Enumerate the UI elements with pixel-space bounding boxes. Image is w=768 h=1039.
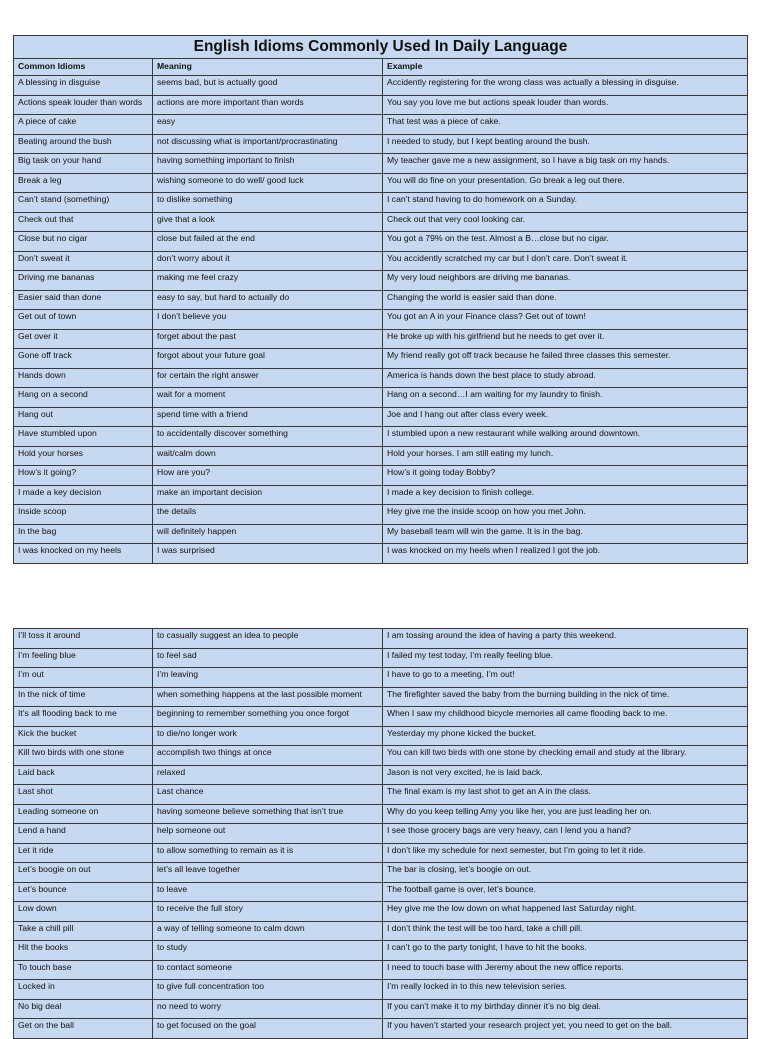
table-row [14, 941, 748, 961]
example-cell: Why do you keep telling Amy you like her, you are just leading her on. [383, 804, 748, 824]
meaning-cell: to feel sad [153, 648, 383, 668]
table-row [14, 746, 748, 766]
meaning-cell: for certain the right answer [153, 368, 383, 388]
example-cell: Hey give me the inside scoop on how you met John. [383, 505, 748, 525]
table-row [14, 251, 748, 271]
table-row [14, 765, 748, 785]
column-header-example: Example [383, 59, 748, 76]
meaning-cell: to contact someone [153, 960, 383, 980]
idiom-cell: To touch base [14, 960, 153, 980]
column-header-idioms: Common Idioms [14, 59, 153, 76]
table-row [14, 863, 748, 883]
idiom-cell: Lend a hand [14, 824, 153, 844]
idiom-cell: Driving me bananas [14, 271, 153, 291]
table-row [14, 154, 748, 174]
idiom-cell: Get on the ball [14, 1019, 153, 1039]
idiom-cell: Beating around the bush [14, 134, 153, 154]
meaning-cell: having someone believe something that isn’t true [153, 804, 383, 824]
meaning-cell: when something happens at the last possible moment [153, 687, 383, 707]
table-row [14, 212, 748, 232]
idiom-cell: No big deal [14, 999, 153, 1019]
idiom-cell: Hang out [14, 407, 153, 427]
meaning-cell: make an important decision [153, 485, 383, 505]
idiom-cell: Big task on your hand [14, 154, 153, 174]
idiom-cell: Hands down [14, 368, 153, 388]
meaning-cell: don’t worry about it [153, 251, 383, 271]
example-cell: Yesterday my phone kicked the bucket. [383, 726, 748, 746]
table-row [14, 544, 748, 564]
meaning-cell: having something important to finish [153, 154, 383, 174]
example-cell: That test was a piece of cake. [383, 115, 748, 135]
example-cell: I can’t stand having to do homework on a Sunday. [383, 193, 748, 213]
example-cell: The football game is over, let’s bounce. [383, 882, 748, 902]
idiom-cell: Kill two birds with one stone [14, 746, 153, 766]
table-row [14, 95, 748, 115]
table-row [14, 999, 748, 1019]
idiom-cell: Kick the bucket [14, 726, 153, 746]
table-row [14, 349, 748, 369]
meaning-cell: actions are more important than words [153, 95, 383, 115]
idiom-cell: Get out of town [14, 310, 153, 330]
meaning-cell: making me feel crazy [153, 271, 383, 291]
example-cell: You accidently scratched my car but I don’t care. Don’t sweat it. [383, 251, 748, 271]
idiom-cell: Get over it [14, 329, 153, 349]
idiom-cell: Locked in [14, 980, 153, 1000]
example-cell: I don’t think the test will be too hard, take a chill pill. [383, 921, 748, 941]
idiom-cell: Last shot [14, 785, 153, 805]
example-cell: I have to go to a meeting, I’m out! [383, 668, 748, 688]
idiom-cell: Let’s boogie on out [14, 863, 153, 883]
table-row [14, 726, 748, 746]
example-cell: I can’t go to the party tonight, I have to hit the books. [383, 941, 748, 961]
idiom-cell: A blessing in disguise [14, 76, 153, 96]
example-cell: When I saw my childhood bicycle memories all came flooding back to me. [383, 707, 748, 727]
table-row [14, 76, 748, 96]
idiom-cell: How’s it going? [14, 466, 153, 486]
idiom-cell: Break a leg [14, 173, 153, 193]
meaning-cell: to give full concentration too [153, 980, 383, 1000]
example-cell: I was knocked on my heels when I realized I got the job. [383, 544, 748, 564]
idiom-cell: I’m out [14, 668, 153, 688]
table-row [14, 115, 748, 135]
table-row [14, 446, 748, 466]
example-cell: How’s it going today Bobby? [383, 466, 748, 486]
example-cell: I stumbled upon a new restaurant while walking around downtown. [383, 427, 748, 447]
example-cell: The final exam is my last shot to get an A in the class. [383, 785, 748, 805]
example-cell: If you can’t make it to my birthday dinner it’s no big deal. [383, 999, 748, 1019]
meaning-cell: How are you? [153, 466, 383, 486]
example-cell: Hey give me the low down on what happened last Saturday night. [383, 902, 748, 922]
meaning-cell: I’m leaving [153, 668, 383, 688]
meaning-cell: give that a look [153, 212, 383, 232]
example-cell: I need to touch base with Jeremy about the new office reports. [383, 960, 748, 980]
example-cell: Hold your horses. I am still eating my lunch. [383, 446, 748, 466]
example-cell: The bar is closing, let’s boogie on out. [383, 863, 748, 883]
example-cell: America is hands down the best place to study abroad. [383, 368, 748, 388]
idiom-cell: I made a key decision [14, 485, 153, 505]
meaning-cell: forgot about your future goal [153, 349, 383, 369]
example-cell: My friend really got off track because he failed three classes this semester. [383, 349, 748, 369]
idiom-cell: Hold your horses [14, 446, 153, 466]
idiom-cell: I’m feeling blue [14, 648, 153, 668]
table-row [14, 193, 748, 213]
meaning-cell: I don’t believe you [153, 310, 383, 330]
example-cell: I am tossing around the idea of having a party this weekend. [383, 629, 748, 649]
example-cell: If you haven’t started your research project yet, you need to get on the ball. [383, 1019, 748, 1039]
meaning-cell: seems bad, but is actually good [153, 76, 383, 96]
meaning-cell: to leave [153, 882, 383, 902]
idiom-cell: It’s all flooding back to me [14, 707, 153, 727]
meaning-cell: beginning to remember something you once forgot [153, 707, 383, 727]
table-row [14, 648, 748, 668]
idiom-cell: I was knocked on my heels [14, 544, 153, 564]
example-cell: My very loud neighbors are driving me bananas. [383, 271, 748, 291]
table-row [14, 1019, 748, 1039]
meaning-cell: easy to say, but hard to actually do [153, 290, 383, 310]
idiom-cell: I’ll toss it around [14, 629, 153, 649]
idiom-cell: Let’s bounce [14, 882, 153, 902]
table-row [14, 485, 748, 505]
idiom-cell: Actions speak louder than words [14, 95, 153, 115]
example-cell: I see those grocery bags are very heavy, can I lend you a hand? [383, 824, 748, 844]
meaning-cell: wishing someone to do well/ good luck [153, 173, 383, 193]
table-row [14, 687, 748, 707]
meaning-cell: to die/no longer work [153, 726, 383, 746]
meaning-cell: will definitely happen [153, 524, 383, 544]
idiom-cell: Hang on a second [14, 388, 153, 408]
example-cell: You will do fine on your presentation. Go break a leg out there. [383, 173, 748, 193]
meaning-cell: to study [153, 941, 383, 961]
idiom-cell: In the bag [14, 524, 153, 544]
table-row [14, 329, 748, 349]
idioms-table-2 [13, 628, 748, 1039]
meaning-cell: let’s all leave together [153, 863, 383, 883]
idiom-cell: Check out that [14, 212, 153, 232]
idioms-table-1 [13, 35, 748, 564]
example-cell: Check out that very cool looking car. [383, 212, 748, 232]
meaning-cell: I was surprised [153, 544, 383, 564]
meaning-cell: easy [153, 115, 383, 135]
meaning-cell: to accidentally discover something [153, 427, 383, 447]
meaning-cell: wait/calm down [153, 446, 383, 466]
table-row [14, 902, 748, 922]
meaning-cell: spend time with a friend [153, 407, 383, 427]
table-row [14, 707, 748, 727]
table-row [14, 921, 748, 941]
example-cell: You got a 79% on the test. Almost a B…close but no cigar. [383, 232, 748, 252]
example-cell: You can kill two birds with one stone by checking email and study at the library. [383, 746, 748, 766]
example-cell: He broke up with his girlfriend but he needs to get over it. [383, 329, 748, 349]
meaning-cell: to receive the full story [153, 902, 383, 922]
idiom-cell: Gone off track [14, 349, 153, 369]
table-row [14, 290, 748, 310]
page-title: English Idioms Commonly Used In Daily Language [14, 36, 748, 59]
meaning-cell: to allow something to remain as it is [153, 843, 383, 863]
table-row [14, 271, 748, 291]
idiom-cell: Leading someone on [14, 804, 153, 824]
example-cell: You say you love me but actions speak louder than words. [383, 95, 748, 115]
example-cell: Jason is not very excited, he is laid back. [383, 765, 748, 785]
meaning-cell: accomplish two things at once [153, 746, 383, 766]
table-row [14, 960, 748, 980]
meaning-cell: to dislike something [153, 193, 383, 213]
idiom-cell: Let it ride [14, 843, 153, 863]
table-row [14, 668, 748, 688]
example-cell: My baseball team will win the game. It is in the bag. [383, 524, 748, 544]
meaning-cell: not discussing what is important/procrastinating [153, 134, 383, 154]
example-cell: I made a key decision to finish college. [383, 485, 748, 505]
meaning-cell: help someone out [153, 824, 383, 844]
idiom-cell: Hit the books [14, 941, 153, 961]
example-cell: Joe and I hang out after class every week. [383, 407, 748, 427]
meaning-cell: a way of telling someone to calm down [153, 921, 383, 941]
example-cell: Changing the world is easier said than done. [383, 290, 748, 310]
table-row [14, 173, 748, 193]
table-row [14, 427, 748, 447]
example-cell: I don’t like my schedule for next semester, but I’m going to let it ride. [383, 843, 748, 863]
idiom-cell: Laid back [14, 765, 153, 785]
idiom-cell: Have stumbled upon [14, 427, 153, 447]
table-row [14, 980, 748, 1000]
meaning-cell: wait for a moment [153, 388, 383, 408]
idiom-cell: Don’t sweat it [14, 251, 153, 271]
table-row [14, 407, 748, 427]
example-cell: My teacher gave me a new assignment, so I have a big task on my hands. [383, 154, 748, 174]
meaning-cell: to casually suggest an idea to people [153, 629, 383, 649]
idiom-cell: A piece of cake [14, 115, 153, 135]
meaning-cell: no need to worry [153, 999, 383, 1019]
example-cell: The firefighter saved the baby from the burning building in the nick of time. [383, 687, 748, 707]
table-row [14, 310, 748, 330]
meaning-cell: close but failed at the end [153, 232, 383, 252]
example-cell: Accidently registering for the wrong class was actually a blessing in disguise. [383, 76, 748, 96]
table-row [14, 232, 748, 252]
meaning-cell: relaxed [153, 765, 383, 785]
table-row [14, 843, 748, 863]
table-row [14, 134, 748, 154]
idiom-cell: In the nick of time [14, 687, 153, 707]
example-cell: I needed to study, but I kept beating around the bush. [383, 134, 748, 154]
table-row [14, 824, 748, 844]
meaning-cell: Last chance [153, 785, 383, 805]
idiom-cell: Inside scoop [14, 505, 153, 525]
example-cell: You got an A in your Finance class? Get out of town! [383, 310, 748, 330]
example-cell: Hang on a second…I am waiting for my laundry to finish. [383, 388, 748, 408]
table-row [14, 629, 748, 649]
table-row [14, 505, 748, 525]
table-row [14, 882, 748, 902]
idiom-cell: Easier said than done [14, 290, 153, 310]
table-row [14, 804, 748, 824]
idiom-cell: Can’t stand (something) [14, 193, 153, 213]
meaning-cell: to get focused on the goal [153, 1019, 383, 1039]
idiom-cell: Take a chill pill [14, 921, 153, 941]
table-row [14, 785, 748, 805]
table-row [14, 466, 748, 486]
table-row [14, 368, 748, 388]
example-cell: I’m really locked in to this new television series. [383, 980, 748, 1000]
column-header-meaning: Meaning [153, 59, 383, 76]
idiom-cell: Low down [14, 902, 153, 922]
table-row [14, 524, 748, 544]
meaning-cell: forget about the past [153, 329, 383, 349]
idiom-cell: Close but no cigar [14, 232, 153, 252]
meaning-cell: the details [153, 505, 383, 525]
example-cell: I failed my test today, I’m really feeling blue. [383, 648, 748, 668]
table-row [14, 388, 748, 408]
